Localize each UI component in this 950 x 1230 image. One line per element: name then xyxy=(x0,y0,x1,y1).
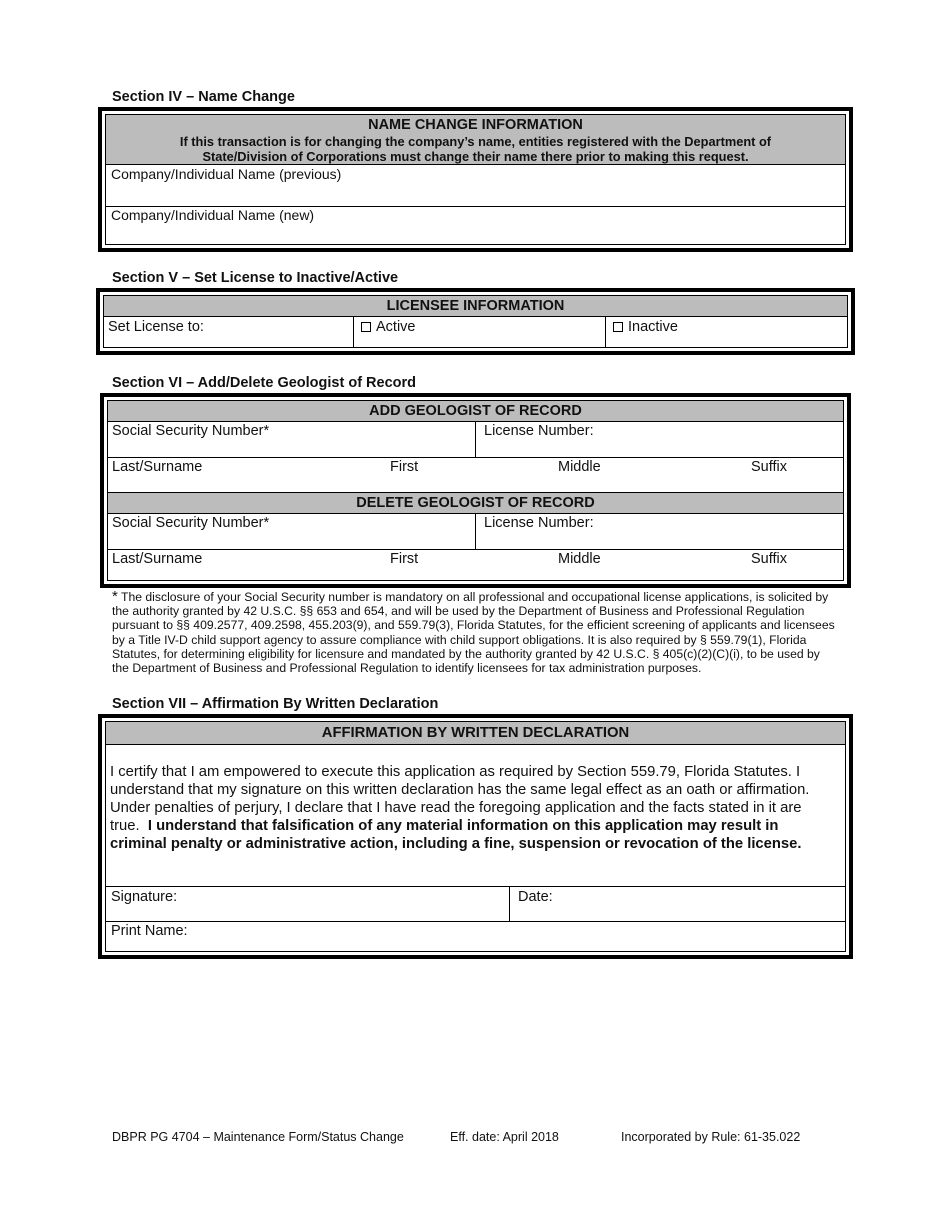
add-geologist-header: ADD GEOLOGIST OF RECORD xyxy=(108,401,843,421)
inactive-label: Inactive xyxy=(628,319,678,335)
active-label: Active xyxy=(376,319,416,335)
delete-middle-label: Middle xyxy=(558,551,601,567)
name-change-note-line1: If this transaction is for changing the company’s name, entities registered with the Department of xyxy=(179,134,772,149)
add-middle-label: Middle xyxy=(558,459,601,475)
delete-geologist-header: DELETE GEOLOGIST OF RECORD xyxy=(108,493,843,513)
ssn-disclosure-note xyxy=(112,590,840,675)
delete-ssn-field[interactable] xyxy=(108,514,474,549)
inactive-option[interactable] xyxy=(613,319,678,335)
add-ssn-field[interactable] xyxy=(108,422,474,457)
name-change-header-title: NAME CHANGE INFORMATION xyxy=(368,117,583,133)
add-license-label: License Number: xyxy=(484,423,594,439)
delete-first-label: First xyxy=(390,551,419,567)
inactive-checkbox[interactable] xyxy=(613,322,623,332)
add-suffix-label: Suffix xyxy=(751,459,788,475)
delete-suffix-label: Suffix xyxy=(751,551,788,567)
footer-form-id: DBPR PG 4704 – Maintenance Form/Status Change xyxy=(112,1130,404,1144)
section-7-title: Section VII – Affirmation By Written Declaration xyxy=(112,696,439,712)
geologist-table xyxy=(100,393,851,588)
print-name-label: Print Name: xyxy=(111,923,188,939)
section-6-title: Section VI – Add/Delete Geologist of Record xyxy=(112,375,417,391)
affirmation-table xyxy=(98,714,853,959)
add-license-field[interactable] xyxy=(476,422,843,457)
footer-rule: Incorporated by Rule: 61-35.022 xyxy=(621,1130,801,1144)
add-name-field[interactable] xyxy=(108,458,843,492)
print-name-field[interactable] xyxy=(106,922,845,954)
affirmation-warning: I understand that falsification of any material information on this application may result in criminal penalty or administrative action, including a fine, suspension or revocation of the license. xyxy=(110,818,802,852)
previous-name-label: Company/Individual Name (previous) xyxy=(111,166,342,182)
add-ssn-label: Social Security Number* xyxy=(112,423,270,439)
date-field[interactable] xyxy=(510,887,845,920)
ssn-note-text: The disclosure of your Social Security number is mandatory on all professional and occupational license applications, is solicited by the authority granted by 42 U.S.C. §§ 653 and 654, and will be used by the Department of Business and Professional Regulation pursuant to §§ 409.2577, 409.2598, 455.203(9), and 559.79(3), Florida Statutes, for the efficient screening of applicants and licensees by a Title IV-D child support agency to assure compliance with child support obligations. It is also required by § 559.79(1), Florida Statutes, for determining eligibility for licensure and mandated by the authority granted by 42 U.S.C. § 405(c)(2)(C)(i), to be used by the Department of Business and Professional Regulation to identify licensees for tax administration purposes. xyxy=(112,590,835,676)
active-option[interactable] xyxy=(361,319,416,335)
new-name-label: Company/Individual Name (new) xyxy=(111,207,315,223)
add-first-label: First xyxy=(390,459,419,475)
delete-name-field[interactable] xyxy=(108,550,843,584)
affirmation-text xyxy=(110,763,839,853)
licensee-info-header: LICENSEE INFORMATION xyxy=(104,296,847,316)
delete-last-label: Last/Surname xyxy=(112,551,203,567)
name-change-header xyxy=(106,115,845,164)
active-checkbox[interactable] xyxy=(361,322,371,332)
signature-field[interactable] xyxy=(106,887,508,920)
footer-eff-date: Eff. date: April 2018 xyxy=(450,1130,559,1144)
delete-ssn-label: Social Security Number* xyxy=(112,515,270,531)
delete-license-field[interactable] xyxy=(476,514,843,549)
delete-license-label: License Number: xyxy=(484,515,594,531)
ssn-note-marker: * xyxy=(112,588,118,605)
affirmation-statement: I certify that I am empowered to execute this application as required by Section 559.79, Florida Statutes. I understand that my signature on this written declaration has the same legal effect as an oath or affirmation. Under penalties of perjury, I declare that I have read the foregoing application and the facts stated in it are true. xyxy=(110,764,810,834)
set-license-label: Set License to: xyxy=(108,319,204,335)
name-change-note-line2: State/Division of Corporations must change their name there prior to making this request. xyxy=(202,149,749,164)
new-name-field[interactable] xyxy=(106,208,845,244)
signature-label: Signature: xyxy=(111,889,178,905)
section-4-title: Section IV – Name Change xyxy=(112,89,295,105)
name-change-table xyxy=(98,107,853,252)
add-last-label: Last/Surname xyxy=(112,459,203,475)
section-5-title: Section V – Set License to Inactive/Active xyxy=(112,270,399,286)
date-label: Date: xyxy=(518,889,553,905)
affirmation-header: AFFIRMATION BY WRITTEN DECLARATION xyxy=(106,722,845,744)
licensee-info-table xyxy=(96,288,855,355)
previous-name-field[interactable] xyxy=(106,167,845,205)
